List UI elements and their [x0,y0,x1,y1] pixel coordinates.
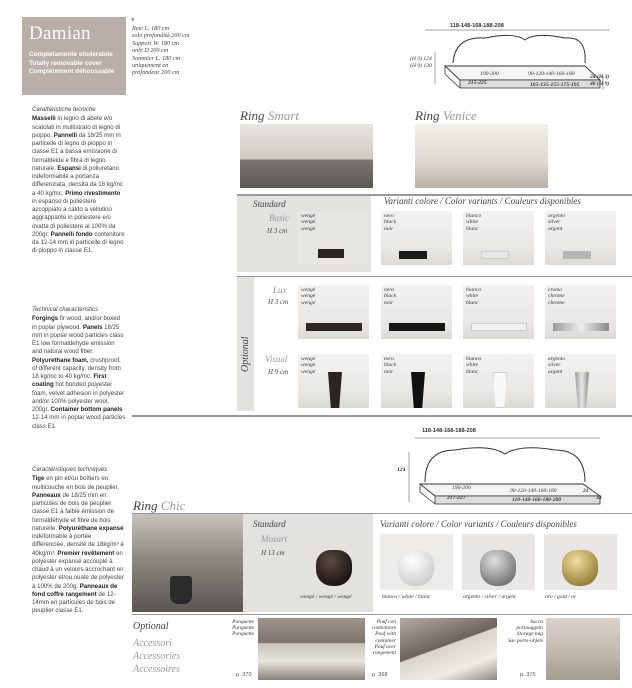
variants-heading: Varianti colore / Color variants / Couleurs disponibles [384,196,581,206]
specs-body [32,315,126,431]
swatch-text: silver [548,362,561,369]
spec-text: crushproof, of different capacity, density from 18 kg/mc to 40 kg/mc. [32,356,121,380]
swatch-text: bianco [466,213,482,219]
storage-bag-photo [546,618,620,680]
ring-venice-title [415,108,477,124]
foot-shape [399,251,427,259]
item-text: Panquette [232,625,254,632]
swatch-text: blanc [466,299,479,306]
mozart-swatch-wenge [298,534,371,590]
dimension-notes [132,25,189,77]
pouf-label [340,619,396,656]
dim-line: profondeur 200 cm [132,69,180,77]
dim-line: Rete L. 180 cm [132,25,170,32]
mozart-caption-white: bianco / white / blanc [382,594,431,600]
divider [237,276,632,277]
spec-text: 18/25 mm in poplar wood particles class E1 low formaldehyde emission and natural wood fiber. [32,323,124,356]
swatch-text: argent [548,368,563,375]
visual-height: H 9 cm [268,368,289,376]
accessories-en: Accessories [133,651,181,662]
subtitle-it: Completamente sfoderabile [29,51,113,58]
spec-term: Pannelli fondo [50,230,93,238]
top-height-b [410,63,432,69]
ring-chic-photo [132,514,243,612]
spec-text: contenitore da 12-14 mm in particelle di legno di pioppo in classe E1. [32,230,125,255]
foot-shape [480,550,516,586]
divider [132,614,632,615]
ring-chic-a: Ring [133,498,158,513]
foot-shape [328,372,342,408]
swatch-label [301,287,315,306]
specs-heading: Caratteristiche tecniche [32,106,96,113]
spec-text: indéformable à portée différenciée, densité de 18kg/m³ à 40kg/m³. [32,533,124,557]
lux-swatch-wenge [298,285,369,339]
optional-label-vertical: Optional [240,336,251,372]
top-height-a [410,56,432,62]
spec-text: fir wood, and/or boxed in poplar plywood. [32,315,121,331]
basic-variant-silver [545,211,616,265]
accessories-it: Accessori [133,638,172,649]
visual-swatch-black [381,354,452,408]
bottom-outer-w: 110-140-160-180-200 [512,497,562,503]
item-text: Panquette [232,619,254,625]
storage-bag-label [496,619,543,644]
specs-body [32,475,126,615]
spec-text: in legno di abete e/o scatolati in multistrato di legno di pioppo. [32,115,121,139]
visual-label: Visual [265,354,288,364]
item-text: Sacca [530,619,543,625]
spec-term: Masselli [32,115,56,123]
swatch-text: blanc [466,368,479,375]
swatch-text: nero [384,356,395,362]
foot-shape [562,550,598,586]
spec-text: hot bonded polyester foam, velvet adhesion in polyester and/or 100% polyester wool, 200gr. [32,381,125,413]
lux-height: H 3 cm [268,298,289,306]
h-right-a-value: 34 [590,74,596,80]
bottom-h2: 34 [596,495,602,501]
swatch-text: white [466,219,479,226]
standard-label-chic: Standard [253,519,286,529]
swatch-text: black [384,293,397,300]
swatch-label [384,287,396,306]
spec-text: da 18/25 mm in particelle di legno di pioppo in classe E1 a bassa emissione di formaldeide e fibra di legno naturale. [32,131,121,172]
swatch-label [384,356,396,375]
standard-label: Standard [253,199,286,209]
accessories-fr: Accessoires [133,664,180,675]
mozart-label: Mozart [261,534,288,544]
specs-french [32,466,126,616]
top-height-b-label: (H 9) 130 [410,63,432,69]
swatch-text: wengé [301,219,316,226]
swatch-text: argento [548,356,566,362]
foot-shape [481,251,509,259]
foot-shape [306,323,362,331]
foot-shape [318,249,344,258]
swatch-label [548,213,565,232]
h-right-a-suffix: (H 3) [597,74,610,80]
lux-swatch-chrome [545,285,616,339]
ring-venice-a: Ring [415,108,440,123]
swatch-text: black [384,219,397,226]
swatch-text: noir [384,225,394,232]
swatch-text: wengé [301,287,316,293]
item-text: Storage bag [516,631,543,638]
top-h-right-a [590,74,609,80]
swatch-text: chrome [548,299,565,306]
visual-swatch-white [463,354,534,408]
specs-heading: Technical characteristics [32,306,99,313]
dim-line: Support W. 180 cm [132,39,179,47]
mozart-caption-gold: oro / gold / or [545,594,577,600]
panquette-label [222,619,254,638]
ring-venice-photo [415,124,548,188]
spec-term: Tige [32,475,45,483]
bottom-inner-w: 90-120-140-160-180 [510,488,557,494]
h-right-b-suffix: (H 9) [597,81,610,87]
ring-chic-title [133,498,185,514]
spec-term: Container bottom panels [50,406,123,413]
swatch-text: wengé [301,293,316,300]
spec-term: Panneaux [32,491,61,499]
bottom-inner: 190-200 [452,485,471,491]
accessories-optional: Optional [133,621,169,632]
swatch-text: wengé [301,362,316,369]
mozart-swatch-gold [544,534,617,590]
item-text: contenitore [371,625,396,632]
item-text: Pouf con [376,619,396,625]
spec-text: en pin et/ou boîtiers en multicouche en bois de peuplier. [32,475,120,491]
spec-text: di poliuretano indeformabile a portanza differenziata, densità da 18 kg/mc a 40 kg/mc. [32,164,124,197]
pouf-page: p. 368 [372,672,388,678]
foot-shape [563,251,591,259]
swatch-text: blanc [466,225,479,232]
mozart-height: H 13 cm [261,549,285,557]
top-inner: 190-200 [480,71,499,77]
specs-english [32,306,126,431]
swatch-text: bianco [466,356,482,362]
title-block [22,17,126,95]
top-widths: 118-148-168-188-208 [450,23,504,29]
swatch-text: white [466,362,479,369]
foot-shape [493,372,507,408]
subtitle-en: Totally removable cover [29,59,102,67]
swatch-text: silver [548,219,561,226]
swatch-text: wengé [301,213,316,219]
swatch-text: argent [548,225,563,232]
foot-shape [553,323,609,331]
swatch-label [466,213,481,232]
swatch-text: noir [384,299,394,306]
lux-swatch-black [381,285,452,339]
basic-variant-white [463,211,534,265]
lux-swatch-white [463,285,534,339]
swatch-text: noir [384,368,394,375]
mozart-caption-silver: argento / silver / argent [463,594,516,600]
mozart-caption-wenge: wengé / wengé / wengé [300,594,352,600]
ring-smart-b: Smart [267,108,299,123]
spec-text: de 12-14mm en particules de bois de peuplier classe E1. [32,590,116,615]
dim-line: solo profondità 200 cm [132,32,190,40]
foot-shape [411,372,425,408]
spec-term: First coating [32,373,107,389]
swatch-label [548,356,565,375]
storage-bag-page: p. 375 [520,672,536,678]
swatch-text: nero [384,213,395,219]
foot-shape [316,550,352,586]
item-text: rangement [372,650,396,657]
pouf-photo [400,618,497,680]
spec-term: Polyurethane foam, [32,356,89,364]
item-text: Panquette [232,631,254,638]
specs-italian [32,106,126,256]
divider [132,415,632,417]
top-inner-w: 90-120-140-160-180 [528,71,575,77]
product-title: Damian [29,23,91,44]
swatch-label [466,356,481,375]
spec-term: Premier revêtement [57,549,115,557]
mozart-swatch-silver [462,534,535,590]
spec-term: Pannelli [53,131,78,139]
foot-shape [398,550,434,586]
ring-smart-a: Ring [240,108,265,123]
basic-swatch-wenge [298,211,369,265]
ring-smart-title [240,108,299,124]
bottom-h1: 21 [583,488,589,494]
swatch-text: wengé [301,225,316,232]
mozart-swatch-white [380,534,453,590]
spec-term: Forgings [32,315,59,323]
top-h-right-b [590,81,609,87]
specs-body [32,115,126,255]
item-text: Pouf avec [374,643,396,650]
swatch-text: cromo [548,287,563,293]
basic-label: Basic [269,213,289,223]
item-text: Sac porte-objets [507,637,543,644]
chic-foot [170,576,192,604]
ring-chic-b: Chic [160,498,186,513]
specs-heading: Caractéristiques techniques [32,466,108,473]
spec-text: in espanso di poliestere accoppiato a caldo a vellutino aggrappante in poliestere e/o ovatta di poliestere al 100% da 200gr. [32,197,116,238]
top-outer-w: 105-135-155-175-195 [530,82,580,88]
bottom-widths: 118-148-168-188-208 [422,428,476,434]
variants-heading-chic: Varianti colore / Color variants / Couleurs disponibles [380,519,577,529]
top-depth: 215-225 [468,80,487,86]
spec-text: de 18/25 mm en particules de bois de peuplier classe E1 à faible émission de formaldéhyde et fibre de bois naturelle. [32,491,114,532]
subtitle-fr: Complètement déhoussable [29,68,115,76]
bed-drawing-bottom [395,432,615,510]
basic-variant-black [381,211,452,265]
ring-venice-b: Venice [442,108,477,123]
visual-swatch-silver [545,354,616,408]
spec-term: Panels [82,323,103,331]
spec-term: Primo rivestimento [65,189,121,197]
swatch-label [301,213,315,232]
spec-term: Polyuréthane expansé [58,524,124,532]
lux-label: Lux [273,285,287,295]
swatch-label [301,356,315,375]
swatch-text: white [466,293,479,300]
swatch-label [466,287,481,306]
ring-smart-photo [240,124,373,188]
swatch-text: wengé [301,356,316,362]
swatch-text: chrome [548,293,565,300]
item-text: container [375,637,396,644]
foot-shape [471,323,527,331]
bottom-depth: 217-227 [447,495,466,501]
bottom-height: 124 [397,467,406,473]
dim-line: uniquement en [132,62,169,70]
swatch-text: wengé [301,299,316,306]
top-height-a-label: (H 3) 124 [410,56,432,62]
h-right-b-value: 40 [590,81,596,87]
swatch-label [548,287,565,306]
swatch-text: argento [548,213,566,219]
swatch-text: wengé [301,368,316,375]
item-text: Pouf with [375,631,396,638]
dim-line: only D 200 cm [132,47,169,55]
swatch-label [384,213,396,232]
asterisk: * [131,16,135,26]
basic-height: H 3 cm [267,227,288,235]
spec-term: Espansi [57,164,81,172]
swatch-text: bianco [466,287,482,293]
item-text: portaoggetti [516,625,543,632]
spec-text: 12-14 mm in poplar wood particles class E1. [32,414,126,430]
visual-swatch-wenge [298,354,369,408]
foot-shape [389,323,445,331]
swatch-text: black [384,362,397,369]
spec-term: Panneaux de fond coffre rangement [32,582,118,598]
dim-line: Sommier L. 180 cm [132,54,181,62]
panquette-page: p. 370 [236,672,252,678]
foot-shape [575,372,589,408]
swatch-text: nero [384,287,395,293]
spec-text: en polyester expansé accouplé à chaud à un velours accrochant en polyester et/ou ouate de polyester à 100% de 200g. [32,549,124,590]
